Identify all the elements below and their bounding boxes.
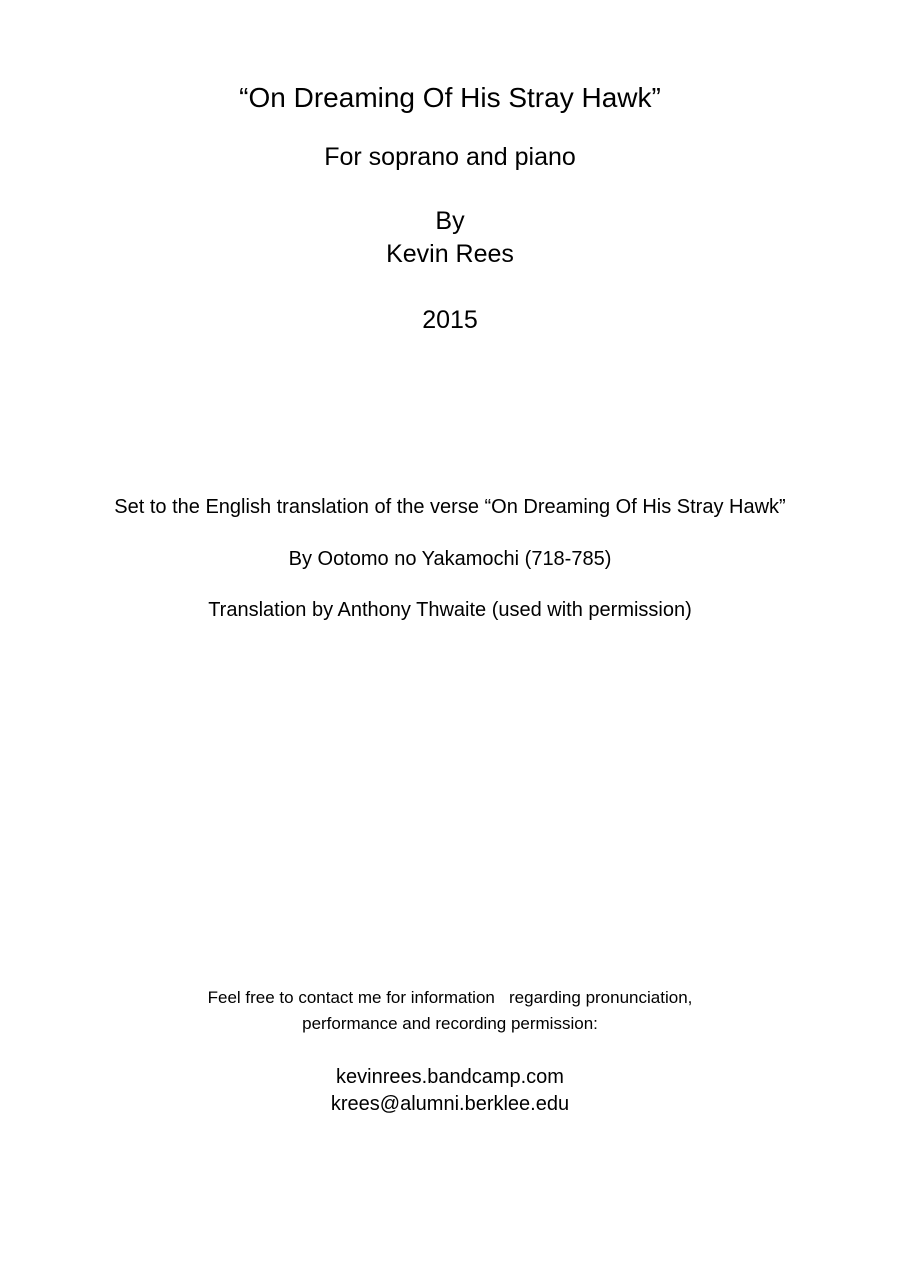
website-text: kevinrees.bandcamp.com <box>336 1066 564 1088</box>
year: 2015 <box>422 306 478 334</box>
translator-line: Translation by Anthony Thwaite (used with permission) <box>208 599 692 621</box>
composer-name: Kevin Rees <box>386 240 514 268</box>
page-title: “On Dreaming Of His Stray Hawk” <box>239 82 661 113</box>
poet-line: By Ootomo no Yakamochi (718-785) <box>288 548 612 570</box>
contact-line-1: Feel free to contact me for information regarding pronunciation, <box>207 988 693 1007</box>
by-label: By <box>435 207 465 235</box>
setting-note: Set to the English translation of the verse “On Dreaming Of His Stray Hawk” <box>114 496 786 518</box>
email-text: krees@alumni.berklee.edu <box>330 1093 570 1115</box>
contact-line-2: performance and recording permission: <box>302 1014 598 1033</box>
subtitle: For soprano and piano <box>324 143 576 171</box>
